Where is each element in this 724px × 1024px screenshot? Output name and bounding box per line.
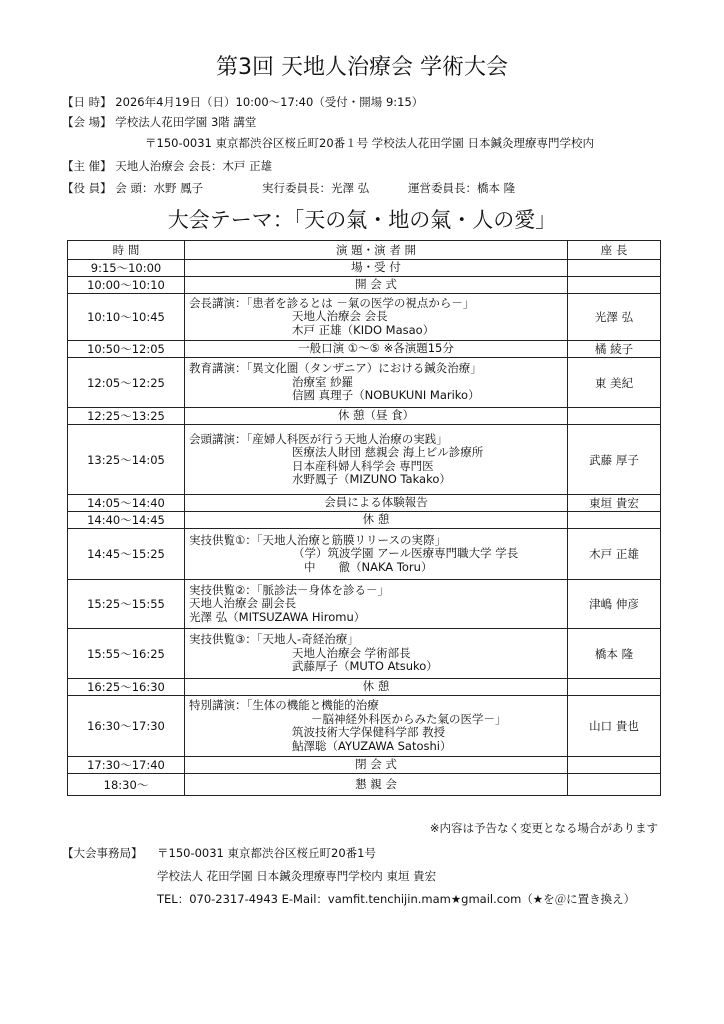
row-chair [568, 512, 661, 529]
officers-line: 【役 員】 会 頭：水野 鳳子 [62, 181, 204, 195]
speaker-affiliation: 医療法人財団 慈親会 海上ビル診療所 [292, 445, 484, 459]
host-line: 【主 催】 天地人治療会 会長：木戸 正雄 [62, 159, 273, 173]
row-program [185, 679, 568, 696]
row-chair: 山口 貴也 [568, 696, 661, 757]
row-time: 14:40～14:45 [68, 512, 185, 529]
program-line: 開 会 式 [355, 277, 397, 292]
program-line: 閉 会 式 [355, 757, 397, 772]
speaker-affiliation: （学）筑波学園 アール医療専門職大学 学長 [293, 546, 519, 561]
date-line: 【日 時】 2026年4月19日（日）10:00～17:40（受付・開場 9:15） [62, 95, 424, 109]
program-line: 一般口演 ①～⑤ ※各演題15分 [298, 341, 454, 356]
program-title: 特別講演：「生体の機能と機能的治療 [189, 698, 379, 712]
row-time: 12:25～13:25 [68, 408, 185, 425]
row-time: 9:15～10:00 [68, 260, 185, 277]
table-row [68, 529, 661, 580]
footer-label: 【大会事務局】 [62, 846, 143, 860]
row-time: 15:25～15:55 [68, 580, 185, 629]
speaker-name: 武藤厚子（MUTO Atsuko） [292, 659, 438, 674]
speaker-affiliation: 天地人治療会 学術部長 [292, 645, 411, 660]
table-row [68, 425, 661, 495]
table-row [68, 294, 661, 341]
table-row [68, 341, 661, 358]
row-time: 16:25～16:30 [68, 679, 185, 696]
program-line: 会員による体験報告 [324, 495, 428, 510]
row-program [185, 774, 568, 796]
row-time: 14:45～15:25 [68, 529, 185, 580]
table-row [68, 512, 661, 529]
program-title: 実技供覧③：「天地人-奇経治療」 [189, 632, 359, 647]
row-chair [568, 260, 661, 277]
row-program [185, 341, 568, 358]
row-time: 16:30～17:30 [68, 696, 185, 757]
speaker-name: 信國 真理子（NOBUKUNI Mariko） [292, 388, 480, 403]
speaker-affiliation: 天地人治療会 副会長 [189, 596, 297, 611]
row-chair: 橋本 隆 [568, 629, 661, 679]
table-row [68, 260, 661, 277]
row-chair [568, 408, 661, 425]
row-chair: 武藤 厚子 [568, 425, 661, 495]
row-program [185, 529, 568, 580]
speaker-affiliation: 天地人治療会 会長 [292, 309, 388, 324]
program-title: 会長講演：「患者を診るとは －氣の医学の視点から－」 [189, 295, 475, 310]
program-title: 会頭講演：「産婦人科医が行う天地人治療の実践」 [189, 431, 448, 446]
table-row [68, 757, 661, 774]
row-program [185, 495, 568, 512]
row-time: 10:10～10:45 [68, 294, 185, 341]
row-chair: 木戸 正雄 [568, 529, 661, 580]
conference-theme: 大会テーマ：「天の氣・地の氣・人の愛」 [167, 208, 557, 232]
program-subtitle: －脳神経外科医からみた氣の医学－」 [311, 711, 507, 726]
speaker-name: 木戸 正雄（KIDO Masao） [292, 322, 435, 337]
disclaimer-note: ※内容は予告なく変更となる場合があります [429, 821, 658, 835]
row-program [185, 580, 568, 629]
table-row [68, 408, 661, 425]
table-row [68, 774, 661, 796]
row-program [185, 358, 568, 408]
header-program: 演 題・演 者 開 [185, 241, 568, 260]
table-row [68, 580, 661, 629]
row-time: 10:00～10:10 [68, 277, 185, 294]
row-program [185, 696, 568, 757]
row-time: 14:05～14:40 [68, 495, 185, 512]
management-committee-line: 運営委員長：橋本 隆 [408, 181, 516, 195]
speaker-affiliation: 治療室 紗羅 [292, 374, 354, 389]
row-chair [568, 757, 661, 774]
row-time: 10:50～12:05 [68, 341, 185, 358]
row-chair: 津嶋 伸彦 [568, 580, 661, 629]
row-time: 13:25～14:05 [68, 425, 185, 495]
program-line: 休 憩（昼 食） [337, 408, 415, 423]
table-row [68, 495, 661, 512]
venue-line: 【会 場】 学校法人花田学園 3階 講堂 [62, 115, 257, 129]
speaker-name: 水野鳳子（MIZUNO Takako） [292, 472, 451, 486]
speaker-name: 中 徹（NAKA Toru） [304, 559, 433, 574]
program-line: 休 憩 [362, 679, 390, 694]
row-program [185, 294, 568, 341]
row-time: 12:05～12:25 [68, 358, 185, 408]
row-program [185, 425, 568, 495]
row-chair: 光澤 弘 [568, 294, 661, 341]
page-title: 第3回 天地人治療会 学術大会 [216, 55, 508, 80]
table-row [68, 679, 661, 696]
address-line: 〒150-0031 東京都渋谷区桜丘町20番１号 学校法人花田学園 日本鍼灸理療専門学校内 [145, 136, 594, 150]
footer-organization: 学校法人 花田学園 日本鍼灸理療専門学校内 東垣 貴宏 [157, 869, 437, 883]
footer-contact: TEL：070-2317-4943 E-Mail：vamfit.tenchijin.mam★gmail.com（★を＠に置き換え） [157, 892, 636, 906]
speaker-name: 鮎澤聡（AYUZAWA Satoshi） [292, 738, 452, 753]
program-line: 休 憩 [362, 512, 390, 527]
speaker-affiliation: 筑波技術大学保健科学部 教授 [292, 725, 446, 739]
table-header-row [68, 241, 661, 260]
exec-committee-line: 実行委員長：光澤 弘 [262, 181, 370, 195]
speaker-affiliation: 日本産科婦人科学会 専門医 [292, 458, 434, 473]
row-time: 15:55～16:25 [68, 629, 185, 679]
program-title: 教育講演：「異文化圏（タンザニア）における鍼灸治療」 [189, 361, 482, 376]
table-row [68, 277, 661, 294]
row-time: 18:30～ [68, 774, 185, 796]
row-program [185, 512, 568, 529]
table-row [68, 358, 661, 408]
program-line: 懇 親 会 [355, 776, 397, 791]
row-chair: 橘 綾子 [568, 341, 661, 358]
speaker-name: 光澤 弘（MITSUZAWA Hiromu） [189, 609, 366, 624]
row-program [185, 757, 568, 774]
header-time: 時 間 [68, 241, 185, 260]
header-chair: 座 長 [568, 241, 661, 260]
program-title: 実技供覧①：「天地人治療と筋膜リリースの実際」 [189, 532, 446, 547]
row-program [185, 629, 568, 679]
row-chair: 東垣 貴宏 [568, 495, 661, 512]
schedule-table [67, 240, 661, 796]
program-line: 場・受 付 [351, 260, 401, 275]
row-chair [568, 679, 661, 696]
row-time: 17:30～17:40 [68, 757, 185, 774]
footer-address: 〒150-0031 東京都渋谷区桜丘町20番1号 [157, 846, 376, 860]
table-row [68, 696, 661, 757]
row-program [185, 277, 568, 294]
row-chair: 東 美紀 [568, 358, 661, 408]
table-row [68, 629, 661, 679]
row-program [185, 408, 568, 425]
row-chair [568, 277, 661, 294]
program-title: 実技供覧②：「脈診法－身体を診る－」 [189, 582, 390, 597]
row-chair [568, 774, 661, 796]
row-program [185, 260, 568, 277]
